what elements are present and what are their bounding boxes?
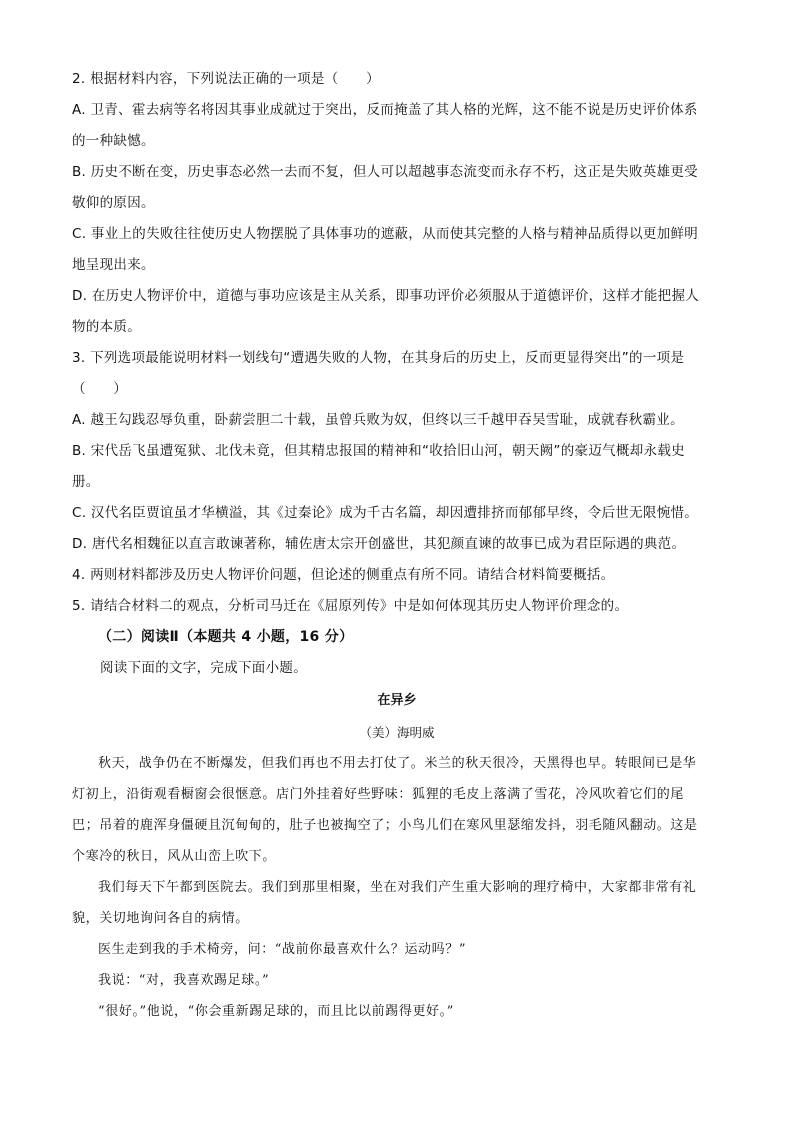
q3-option-b-cont: 册。 [72, 474, 100, 490]
q3-option-b: B. 宋代岳飞虽遭冤狱、北伐未竟，但其精忠报国的精神和“收拾旧山河，朝天阙”的豪迈气概却永载史 [72, 443, 685, 459]
q2-option-d: D. 在历史人物评价中，道德与事功应该是主从关系，即事功评价必须服从于道德评价，这样才能把握人 [72, 288, 700, 304]
story-title: 在异乡 [377, 693, 417, 708]
q3-option-a: A. 越王勾践忍辱负重，卧薪尝胆二十载，虽曾兵败为奴，但终以三千越甲吞吴雪耻，成就春秋霸业。 [72, 412, 684, 428]
q3-stem: 3. 下列选项最能说明材料一划线句“遭遇失败的人物，在其身后的历史上，反而更显得突出”的一项是 [72, 350, 685, 366]
q3-option-d: D. 唐代名相魏征以直言敢谏著称，辅佐唐太宗开创盛世，其犯颜直谏的故事已成为君臣际遇的典范。 [72, 536, 686, 552]
q5: 5. 请结合材料二的观点，分析司马迁在《屈原列传》中是如何体现其历史人物评价理念的。 [72, 598, 629, 614]
q2-option-a: A. 卫青、霍去病等名将因其事业成就过于突出，反而掩盖了其人格的光辉，这不能不说是历史评价体系 [72, 102, 698, 118]
q2-stem: 2. 根据材料内容，下列说法正确的一项是（ ） [72, 71, 380, 87]
story-p1-line1: 秋天，战争仍在不断爆发，但我们再也不用去打仗了。米兰的秋天很冷，天黑得也早。转眼间已是华 [98, 756, 697, 771]
story-p3: 医生走到我的手术椅旁，问：“战前你最喜欢什么？运动吗？” [98, 942, 467, 957]
section-heading: （二）阅读Ⅱ（本题共 4 小题，16 分） [98, 629, 354, 645]
story-p4: 我说：“对，我喜欢踢足球。” [98, 973, 270, 988]
q2-option-b: B. 历史不断在变，历史事态必然一去而不复，但人可以超越事态流变而永存不朽，这正是失败英雄更受 [72, 164, 698, 180]
story-p1-line4: 个寒冷的秋日，风从山峦上吹下。 [72, 849, 277, 864]
story-p2-line2: 貌，关切地询问各自的病情。 [72, 911, 249, 926]
q4: 4. 两则材料都涉及历史人物评价问题，但论述的侧重点有所不同。请结合材料简要概括。 [72, 567, 615, 583]
q3-stem-cont: （ ） [72, 381, 128, 397]
q2-option-c-cont: 地呈现出来。 [72, 257, 155, 273]
q2-option-b-cont: 敬仰的原因。 [72, 195, 155, 211]
document-page [72, 64, 722, 1027]
q2-option-c: C. 事业上的失败往往使历史人物摆脱了具体事功的遮蔽，从而使其完整的人格与精神品质得以更加鲜明 [72, 226, 699, 242]
story-p5: “很好。”他说，“你会重新踢足球的，而且比以前踢得更好。” [98, 1004, 454, 1019]
story-p2-line1: 我们每天下午都到医院去。我们到那里相聚，坐在对我们产生重大影响的理疗椅中，大家都非常有礼 [98, 880, 697, 895]
story-author: （美）海明威 [359, 725, 435, 740]
section-instruction: 阅读下面的文字，完成下面小题。 [100, 660, 307, 676]
q3-option-c: C. 汉代名臣贾谊虽才华横溢，其《过秦论》成为千古名篇，却因遭排挤而郁郁早终，令后世无限惋惜。 [72, 505, 699, 521]
q2-option-a-cont: 的一种缺憾。 [72, 133, 155, 149]
story-p1-line2: 灯初上，沿街观看橱窗会很惬意。店门外挂着好些野味：狐狸的毛皮上落满了雪花，冷风吹着它们的尾 [72, 787, 685, 802]
q2-option-d-cont: 物的本质。 [72, 319, 141, 335]
story-p1-line3: 巴；吊着的鹿浑身僵硬且沉甸甸的，肚子也被掏空了；小鸟儿们在寒风里瑟缩发抖，羽毛随风翻动。这是 [72, 818, 698, 833]
